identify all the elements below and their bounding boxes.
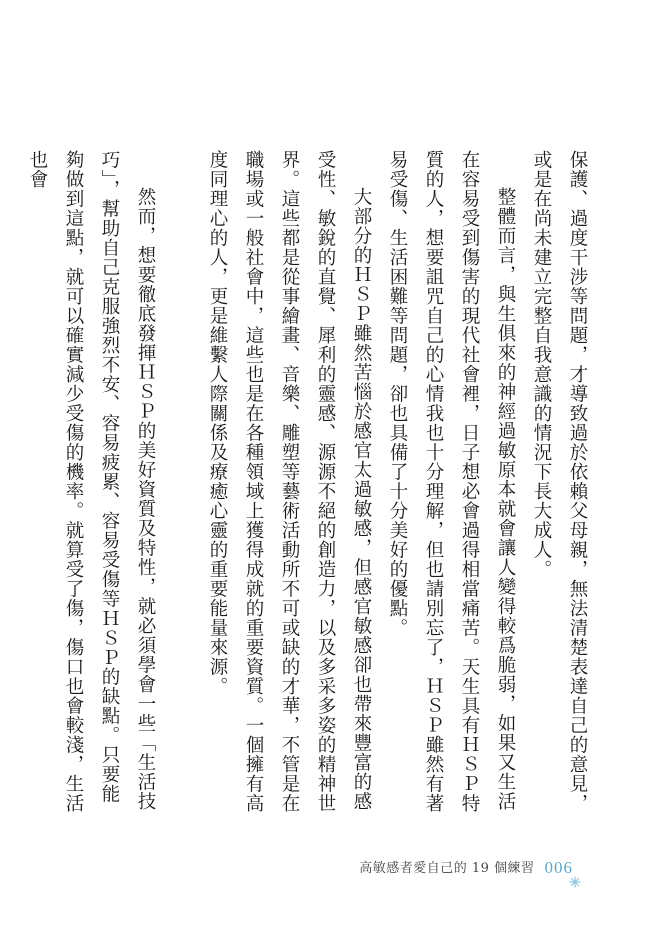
page-number-text: 006 (544, 858, 573, 877)
star-icon (569, 876, 581, 888)
paragraph-3: 大部分的ＨＳＰ雖然苦惱於感官太過敏感，但感官敏感卻也帶來豐富的感受性、敏銳的直覺、犀利的靈感、源源不絕的創造力，以及多采多姿的精神世界。這些都是從事繪畫、音樂、雕塑等藝術活動所不可或缺的才華，不管是在職場或一般社會中，這些也是在各種領域上獲得成就的重要資質。一個擁有高度同理心的人，更是維繫人際關係及療癒心靈的重要能量來源。 (207, 150, 372, 813)
paragraph-1: 保護、過度干涉等問題，才導致過於依賴父母親，無法清楚表達自己的意見，或是在尚未建立完整自我意識的情況下長大成人。 (531, 150, 588, 813)
book-title: 高敏感者愛自己的 19 個練習 (359, 861, 535, 876)
page-number (545, 858, 574, 878)
paragraph-4: 然而，想要徹底發揮ＨＳＰ的美好資質及特性，就必須學會一些「生活技巧」，幫助自己克服強烈不安、容易疲累、容易受傷等ＨＳＰ的缺點。只要能夠做到這點，就可以確實減少受傷的機率。就算受了傷，傷口也會較淺，生活也會 (27, 150, 156, 813)
paragraph-2: 整體而言，與生俱來的神經過敏原本就會讓人變得較爲脆弱，如果又生活在容易受到傷害的現代社會裡，日子想必會過得相當痛苦。天生具有ＨＳＰ特質的人，想要詛咒自己的心情我也十分理解，但也請別忘了，ＨＳＰ雖然有著易受傷、生活困難等問題，卻也具備了十分美好的優點。 (387, 150, 516, 813)
body-text (27, 150, 595, 820)
page-footer (359, 858, 573, 878)
